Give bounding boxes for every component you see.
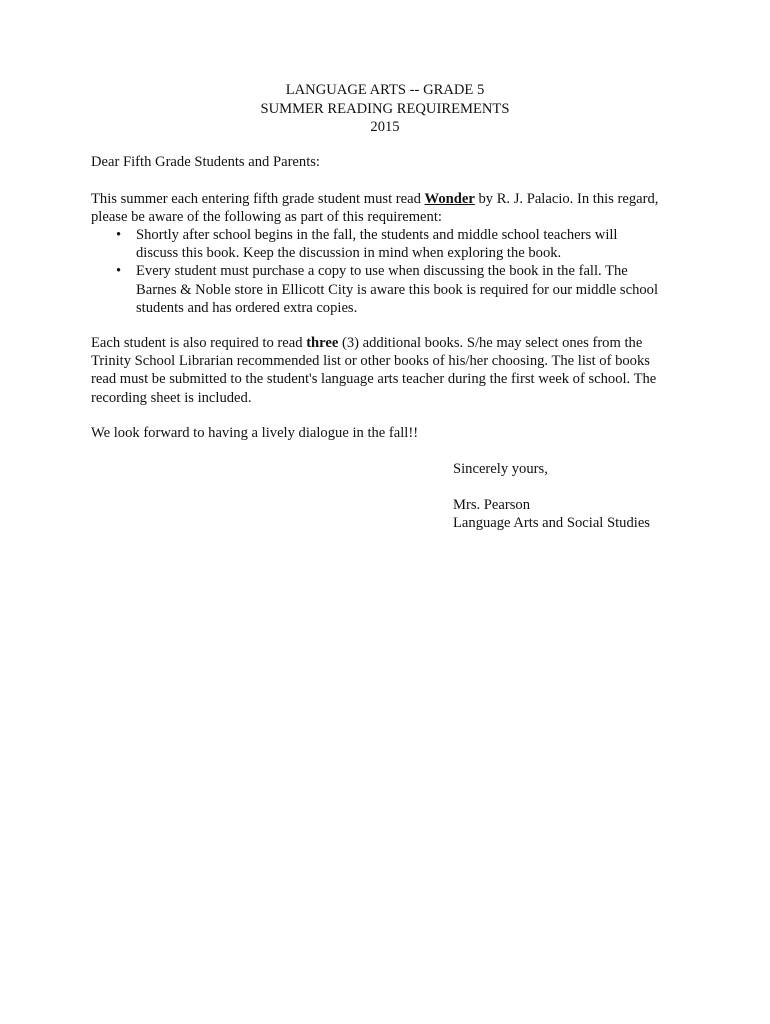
- list-item-line: discuss this book. Keep the discussion in mind when exploring the book.: [136, 245, 562, 262]
- paragraph-line: [91, 334, 691, 352]
- list-item-line: Barnes & Noble store in Ellicott City is aware this book is required for our middle school: [136, 281, 659, 298]
- paragraph-line: please be aware of the following as part of this requirement:: [91, 209, 442, 226]
- signature-block: [453, 460, 753, 533]
- emphasis-word: three: [306, 335, 339, 351]
- list-item: [91, 262, 691, 317]
- requirement-bullet-list: [91, 226, 691, 317]
- paragraph-additional-books: [91, 334, 691, 407]
- salutation: Dear Fifth Grade Students and Parents:: [91, 154, 320, 170]
- paragraph-line: read must be submitted to the student's language arts teacher during the first week of school. The: [91, 371, 657, 388]
- list-item-line: Every student must purchase a copy to use when discussing the book in the fall. The: [136, 263, 628, 280]
- paragraph-text: This summer each entering fifth grade student must read: [91, 191, 425, 207]
- document-heading: [0, 81, 770, 137]
- list-item: [91, 226, 691, 262]
- heading-subject: LANGUAGE ARTS -- GRADE 5: [285, 82, 485, 98]
- list-item-line: Shortly after school begins in the fall, the students and middle school teachers will: [136, 227, 618, 243]
- paragraph-line: recording sheet is included.: [91, 389, 252, 406]
- paragraph-text: by R. J. Palacio. In this regard,: [474, 191, 659, 207]
- paragraph-line: [91, 190, 691, 208]
- list-item-line: students and has ordered extra copies.: [136, 299, 358, 316]
- paragraph-text: (3) additional books. S/he may select ones from the: [338, 335, 643, 351]
- book-title: Wonder: [424, 191, 475, 207]
- closing-sentence: We look forward to having a lively dialogue in the fall!!: [91, 425, 419, 441]
- valediction: Sincerely yours,: [453, 461, 548, 477]
- paragraph-line: Trinity School Librarian recommended list or other books of his/her choosing. The list of books: [91, 353, 650, 370]
- bullet-icon: •: [116, 263, 122, 280]
- signer-name: Mrs. Pearson: [453, 497, 531, 514]
- paragraph-text: Each student is also required to read: [91, 335, 307, 351]
- heading-year: 2015: [370, 119, 400, 135]
- heading-title: SUMMER READING REQUIREMENTS: [260, 100, 510, 117]
- signer-title: Language Arts and Social Studies: [453, 515, 650, 532]
- paragraph-wonder-requirement: [91, 190, 691, 226]
- bullet-icon: •: [116, 227, 122, 243]
